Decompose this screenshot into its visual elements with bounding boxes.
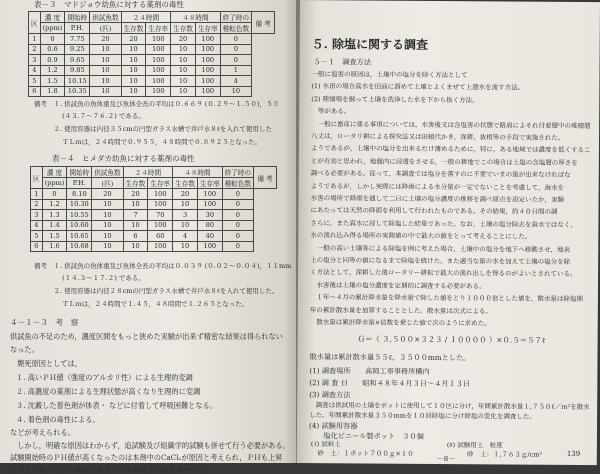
table3-cell: 10 <box>121 76 146 87</box>
table4-cell: 20 <box>123 189 148 200</box>
soil-left-title: (ｲ) 試料土 <box>310 440 341 449</box>
table4-header-remarks: 備 考 <box>254 167 277 189</box>
table4-cell: 100 <box>148 220 173 231</box>
table4-cell: 10 <box>123 199 148 210</box>
table4-cell: 0 <box>222 231 253 242</box>
table4-cell: 8.10 <box>67 189 92 200</box>
right-page <box>297 0 600 465</box>
table3-cell: 7.75 <box>65 34 90 45</box>
table4-cell: 10 <box>123 241 148 252</box>
body-line: 散水量は累計降水量×倍数を乗じた値で次のように求めた。 <box>309 318 491 328</box>
after-formula: 散水量は累計散水量５５ℓ，３５００mmとした。 <box>309 352 471 363</box>
table3-cell: 6 <box>29 86 41 97</box>
body-line: (1) 水田の場合真水を田面に溜めて土壌とよくまぜて上澄水を流す方法。 <box>311 82 525 92</box>
body-line: と考えられ，しかし本法を採用してものはこの原因の一つと…… <box>10 465 219 474</box>
table4-cell: 100 <box>197 189 222 200</box>
table3-cell: 100 <box>195 76 220 87</box>
table4-cell: 2 <box>31 199 43 210</box>
table3-sub: 生存数 <box>121 23 146 34</box>
body-line: とが有効と思われ，地盤内に浸透をさせる，一般の耕地でこの場合は土塩の含塩層の厚さを <box>310 156 578 167</box>
table3-row <box>29 34 275 45</box>
table4-row <box>31 189 277 200</box>
body-line: ようであるが，しかし実際には降雨による水分量が一定でないことを考慮して，海水を <box>310 181 565 192</box>
table3-cell: 4 <box>29 65 41 76</box>
table3-cell: 0 <box>40 34 65 45</box>
item-line: 塩化ビニール製ポット ３０個 <box>308 431 424 441</box>
body-line: 一般に畜産に係る事項については，水害後又は含塩害の状態で路肩によそれ付着層中の堆積層 <box>311 119 591 130</box>
body-line: ４. 着色剤の毒性による。 <box>16 415 100 424</box>
table4-cell: 60 <box>148 231 173 242</box>
table4-cell: 100 <box>148 189 173 200</box>
body-line: 年の累計散水量を加算することとした。散水量は次式による。 <box>309 305 492 315</box>
table4-cell: 1.5 <box>42 231 67 242</box>
table3-cell: 100 <box>146 65 171 76</box>
table3-cell: 10 <box>90 76 121 87</box>
table4-cell: 0 <box>222 189 253 200</box>
table4-caption: 表－４ ヒメダカ幼魚に対する薬剤の毒性 <box>52 154 195 163</box>
table3-cell: 2 <box>29 44 41 55</box>
table4-cell: 0 <box>222 220 253 231</box>
table3-cell: 100 <box>195 65 220 76</box>
table3-cell: 10 <box>171 65 196 76</box>
table3-sub: 生存率 <box>146 23 171 34</box>
table4-cell: 3 <box>173 210 198 221</box>
table4-sub: 稚転色数 <box>222 178 253 189</box>
body-line: などが考えられる。 <box>10 428 75 437</box>
table4-header-start: 開始時 <box>67 167 92 178</box>
table4-cell: 4 <box>31 220 43 231</box>
table4-cell: 10 <box>173 241 198 252</box>
table4-cell: 100 <box>197 241 222 252</box>
section-4-1-3-heading: ４－１－３ 考 察 <box>10 318 79 327</box>
left-page <box>0 0 296 474</box>
body-line: 一般に塩害の原因は，土壌中の塩分を除く方法として <box>311 70 468 80</box>
table4-cell: 10 <box>173 220 198 231</box>
table3-cell: 10 <box>90 44 121 55</box>
table4-cell: 80 <box>197 220 222 231</box>
body-line: ３. 沈澱した着色剤が体表・ などに付着して呼吸困難となる。 <box>16 401 217 410</box>
table4-cell: 1.4 <box>42 220 67 231</box>
body-line: 斃死原因としては， <box>10 359 82 368</box>
table4-header-24h: ２４時間 <box>123 167 173 178</box>
body-line: さらに，また真水に浸して除塩した結果であった。なお，土壌の塩分除去を真水ではなく， <box>310 218 577 229</box>
item-line: (4) 試験用容器 <box>308 421 358 431</box>
table3-cell: 9.85 <box>65 65 90 76</box>
body-line: 等がある。 <box>311 107 351 116</box>
table3-cell: 0 <box>220 34 251 45</box>
table3-cell: 5 <box>29 76 41 87</box>
formula: Ｇ＝（ ３,５００×３２３ / １００００ ）×０.５＝５７ℓ <box>357 334 546 345</box>
item-line: (1) 調査場所 高岡工事事務所構内 <box>309 366 430 376</box>
table3-cell: 10.35 <box>65 86 90 97</box>
table3-cell: 10 <box>90 55 121 66</box>
body-line: 一般の高い土壌等による除塩を例に考えた場合，土壌中の塩分を地下へ移動させ，地表 <box>310 243 571 254</box>
table3-header-remarks: 備 考 <box>252 12 275 34</box>
body-line: く方法として，深耕した後ロータリー耕耘で最大の流れ出しを得るのがよいとされている。 <box>310 268 577 279</box>
table3-sub: P.H. <box>65 23 90 34</box>
table4-cell: 10 <box>92 241 123 252</box>
table4-header-conc: 濃 度 <box>42 167 67 178</box>
table4-header-end: 終了時の <box>222 167 253 178</box>
table4-cell: 10.65 <box>67 231 92 242</box>
body-line: (2) 陸畑場を掘って上壌を洗浄した水を下から抜く方法。 <box>311 94 479 105</box>
table4-cell: 20 <box>173 189 198 200</box>
item-line: した。年間累計散水量３５０mmを１０回除塩に分け除塩の変化を調査した。 <box>309 411 536 421</box>
table4-row <box>31 220 277 231</box>
table4-cell: 6 <box>31 241 43 252</box>
table3-cell: 10 <box>220 86 251 97</box>
table4-cell: 10 <box>123 220 148 231</box>
table3-cell: 10 <box>121 65 146 76</box>
table3-cell: 100 <box>146 86 171 97</box>
table4-cell: 10.60 <box>67 220 92 231</box>
table4-cell: 4 <box>173 231 198 242</box>
table4-row <box>31 210 277 221</box>
body-line: 試験開始時のＰＨ値が高くなったのは本剤中のCaCl₂が原因と考えられ，ＰＨも上昇 <box>10 453 283 462</box>
table3-cell: 20 <box>90 34 121 45</box>
table3-cell: 10 <box>121 55 146 66</box>
table4-cell: 10 <box>92 199 123 210</box>
note3-line: ＴＬｍは，２４時間で０.９５５，４８時間で０.８９２５となった。 <box>34 138 262 146</box>
table3-cell: 10 <box>171 76 196 87</box>
table3-row <box>29 55 275 66</box>
table4-sub: 生存数 <box>173 178 198 189</box>
table3-cell: 20 <box>121 34 146 45</box>
body-line: 水害の場所で降雨を通して二日に土壌の塩分濃度の推移を調べ原点を設定いたか，実験 <box>310 194 565 204</box>
table3-cell: 1 <box>220 65 251 76</box>
table4-cell: 1.6 <box>42 241 67 252</box>
table4-cell: 100 <box>148 241 173 252</box>
body-line: 水害後は土壌の塩分濃度を定期的に調査する必要がある。 <box>309 280 486 291</box>
soil-right-title: (ﾛ) 試験用土 粒度 <box>446 441 503 450</box>
table3-cell: 0 <box>220 44 251 55</box>
table3-sub: 生存数 <box>171 23 196 34</box>
body-line: なった。 <box>10 345 39 354</box>
note4-line: (１４.３～１７.２) である。 <box>34 274 145 282</box>
table3-sub: (ppm) <box>40 23 65 34</box>
table3-cell: 100 <box>146 76 171 87</box>
table4-cell: 1.2 <box>42 199 67 210</box>
table4-cell: 10 <box>92 210 123 221</box>
table4-cell: 100 <box>148 199 173 210</box>
body-line: 調べる必要がある。従って，本調査では塩分を落すのに不要でいまの量が出来なければな <box>310 169 571 180</box>
page-number: 139 <box>566 449 581 458</box>
table4-header-ku: 区 <box>31 167 43 189</box>
table4-cell: 3 <box>31 210 43 221</box>
table4-cell: 6 <box>123 231 148 242</box>
table3-cell: 1.8 <box>40 86 65 97</box>
table4-sub: 生存数 <box>123 178 148 189</box>
table3-cell: 1.2 <box>40 65 65 76</box>
table4-cell: 10.55 <box>67 210 92 221</box>
table3-cell: 10 <box>171 55 196 66</box>
soil-right-line: 砂 土：１,７６３ｇ/cm³ <box>466 450 543 459</box>
table3-cell: 10.15 <box>65 76 90 87</box>
table3-sub: 稚転色数 <box>220 23 251 34</box>
table3-cell: 0.9 <box>40 55 65 66</box>
soil-left-line: 砂 土：１ポット７００ｇ×１０ <box>310 449 414 458</box>
table4-cell: 0 <box>222 210 253 221</box>
note3-line: ２. 使用容器は内径３５cmの円型ガラス水槽で井戸水８ℓを入れて使用した <box>34 125 272 133</box>
table4-sub: (匹) <box>92 178 123 189</box>
table3-cell: 10 <box>171 44 196 55</box>
table3-row <box>29 86 275 97</box>
table3-cell: 9.25 <box>65 44 90 55</box>
table4-cell: 40 <box>197 231 222 242</box>
table4-cell: 70 <box>148 210 173 221</box>
body-line: ２. 高濃度の薬剤による生理状態が高くなり生理的に変調 <box>16 387 201 396</box>
table4-row <box>31 199 277 210</box>
table3-header-count: 供試魚数 <box>90 12 121 23</box>
item-line: (3) 調査方法 <box>309 390 351 400</box>
table4-header-count: 供試魚数 <box>92 167 123 178</box>
table4-cell: 10 <box>92 220 123 231</box>
table3-cell: 10 <box>90 86 121 97</box>
table3-cell: 0 <box>220 55 251 66</box>
table4-cell: 0 <box>222 199 253 210</box>
table4-sub: 生存率 <box>148 178 173 189</box>
table4-cell: 10.68 <box>67 241 92 252</box>
section-5-heading: ５. 除塩に関する調査 <box>311 37 429 52</box>
table3-header-end: 終了時の <box>220 12 251 23</box>
table3-cell: 9.65 <box>65 55 90 66</box>
body-line: しかし，明確な原因はわからず，追試験及び組織学的試験も併せて行う必要がある。 <box>10 441 290 450</box>
body-line: １年～４月の累計降水量を降水量で除した値をとり１０００倍とした値を，散水量は除塩期 <box>309 293 583 304</box>
note3-line: (４３.７～７６.２) である。 <box>34 112 145 120</box>
table3-caption: 表－３ マドジョウ幼魚に対する薬剤の毒性 <box>34 0 184 9</box>
table4-cell: 0 <box>222 241 253 252</box>
table3-cell: 100 <box>146 55 171 66</box>
table3-header-ku: 区 <box>29 12 41 34</box>
table4-row <box>31 231 277 242</box>
table4-cell: 1.3 <box>42 210 67 221</box>
table4-cell: 30 <box>197 210 222 221</box>
table3-header-start: 開始時 <box>65 12 90 23</box>
table3-cell: 0.6 <box>40 44 65 55</box>
table4-row <box>31 241 277 252</box>
table4-cell: 20 <box>92 189 123 200</box>
body-line: １. 高いＰＨ値（強度のアルカリ性）による生理的変調 <box>16 373 193 382</box>
page-mark: －8－ <box>436 454 456 464</box>
item-line: (2) 調 査 日 昭和４８年４月３日～４月１３日 <box>309 378 471 389</box>
table3-cell: 20 <box>171 34 196 45</box>
table3-header-conc: 濃 度 <box>40 12 65 23</box>
table4-cell: 10 <box>173 199 198 210</box>
table3-cell: 100 <box>195 86 220 97</box>
table3-cell: 100 <box>195 44 220 55</box>
table3-cell: 3 <box>29 55 41 66</box>
body-line: にあたっては天然の降雨を利用して行われたものである。その結果，約４０日間の調 <box>310 206 558 217</box>
note3-line: 備考 １. 供試魚の魚体重及び魚体全長の平均は０.６６９ (０.２９～１.５０)，５５ <box>34 100 279 108</box>
table4-cell: 5 <box>31 231 43 242</box>
note4-line: ２. 使用容器は内径２８cmの円型ガラス水槽で井戸水８ℓを入れて使用した。 <box>34 287 279 295</box>
table4-cell: 0 <box>42 189 67 200</box>
table4-sub: (ppm) <box>42 178 67 189</box>
table3 <box>28 11 275 97</box>
note4-line: ＴＬｍは，２４時間で１.４５，４８時間で１.２６５となった。 <box>34 300 249 308</box>
table3-cell: 100 <box>146 34 171 45</box>
table3-row <box>29 44 275 55</box>
body-line: 上の塩分と同等の値になるまで除塩を続けた。また適当な量の水を加えて土壌の塩分を除 <box>310 256 571 266</box>
body-line: 八丈は，ロータリ耕による探究法又は田植代かき，深耕，抜根等の手段で実施された。 <box>311 132 565 142</box>
item-line: 調査は供試用の土壌をポットに使用して１０区に分け，年間累計散水量１,７５０ℓ／ｍ²を散水 <box>309 401 590 412</box>
table3-cell: 4 <box>220 76 251 87</box>
table3-sub: 生存率 <box>195 23 220 34</box>
table3-cell: 100 <box>195 55 220 66</box>
table3-cell: 10 <box>171 86 196 97</box>
table3-cell: 1 <box>29 34 41 45</box>
table3-row <box>29 65 275 76</box>
table3-sub: (匹) <box>90 23 121 34</box>
table4-cell: 1 <box>31 189 43 200</box>
note4-line: 備考 １. 供試魚の魚体重及び魚体全長の平均は０.０３９ (０.０２～０.０４)，１１mm <box>34 262 292 270</box>
body-line: 水の流れ込み得る場所の実測値の中で最大の値をとって考えることにした。 <box>310 231 532 241</box>
body-line: ようであるが，土壌中の塩分を出来るだけ薄めるために，特に，ある地域では濃度を低くするこ <box>310 144 591 155</box>
table4-cell: 100 <box>197 199 222 210</box>
table4-cell: 10.30 <box>67 199 92 210</box>
table4-cell: 7 <box>123 210 148 221</box>
table3-cell: 1.5 <box>40 76 65 87</box>
table3-cell: 10 <box>121 44 146 55</box>
table4 <box>30 166 277 252</box>
table4-sub: P.H. <box>67 178 92 189</box>
table3-cell: 100 <box>146 44 171 55</box>
table3-row <box>29 76 275 87</box>
table3-cell: 100 <box>195 34 220 45</box>
table3-cell: 10 <box>121 86 146 97</box>
body-line: 供試魚の不足のため，濃度区間をもっと狭めた実験が出来ず精密な結果は得られない <box>10 332 283 341</box>
table4-cell: 10 <box>92 231 123 242</box>
table3-header-48h: ４８時間 <box>171 12 221 23</box>
table4-header-48h: ４８時間 <box>173 167 223 178</box>
table3-cell: 10 <box>90 65 121 76</box>
section-5-1-heading: ５－１ 調査方法 <box>313 57 372 67</box>
table3-header-24h: ２４時間 <box>121 12 171 23</box>
table4-sub: 生存率 <box>197 178 222 189</box>
